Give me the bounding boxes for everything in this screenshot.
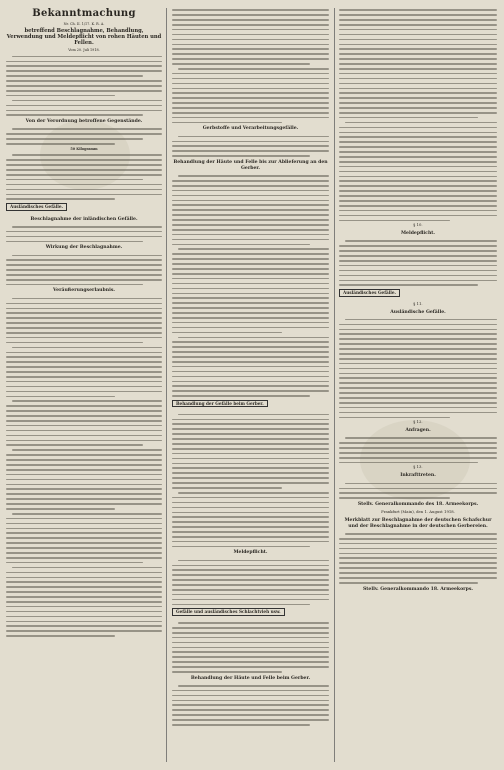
body-text [339, 319, 497, 418]
body-text [172, 175, 329, 397]
authority-line: Stellv. Generalkommando des 18. Armeekorps. [357, 501, 479, 507]
body-text [6, 226, 162, 242]
body-text [6, 56, 162, 116]
page-title: Bekanntmachung [32, 8, 136, 19]
body-text [6, 128, 162, 144]
section-heading: Inkrafttreten. [400, 473, 436, 479]
reference-number: Nr. Ch. II. 1/17. K. R. A. [63, 22, 105, 26]
boxed-heading: Ausländisches Gefälle. [6, 203, 67, 211]
body-text [172, 560, 329, 606]
boxed-heading: Behandlung der Gefälle beim Gerber. [172, 400, 268, 408]
date-place: Frankfurt (Main), den 1. August 1918. [381, 508, 455, 514]
body-text [339, 483, 497, 499]
section-heading: Veräußerungserlaubnis. [53, 288, 115, 294]
boxed-heading: Ausländisches Gefälle. [339, 289, 400, 297]
section-heading: Anfragen. [405, 428, 431, 434]
paragraph-number: § 11. [413, 300, 423, 306]
column-rule [166, 8, 167, 762]
body-text [172, 9, 329, 123]
section-heading: Gerbstoffe und Verarbeitungsgefälle. [202, 126, 299, 132]
paragraph-number: § 10. [413, 222, 423, 228]
paragraph-number: § 12. [413, 419, 423, 425]
section-heading: Von der Verordnung betroffene Gegenstände. [25, 118, 143, 124]
section-heading: Behandlung der Häute und Felle beim Gerber. [190, 675, 311, 681]
boxed-heading: Gefälle und ausländisches Schlachtvieh usw. [172, 608, 285, 616]
notice-heading: Merkblatt zur Beschlagnahme der deutschen Schafschur und der Beschlagnahme in der deutschen Gerbereien. [344, 517, 492, 529]
column-rule [334, 8, 335, 762]
body-text [172, 414, 329, 548]
section-heading: Beschlagnahme der inländischen Gefälle. [30, 216, 138, 222]
column-3 [339, 6, 497, 764]
body-text [339, 437, 497, 463]
section-heading: Ausländische Gefälle. [390, 309, 446, 315]
body-text [6, 255, 162, 286]
paragraph-number: § 13. [413, 464, 423, 470]
body-text [172, 622, 329, 673]
body-text [172, 136, 329, 157]
section-heading: Behandlung der Häute und Felle bis zur Ablieferung an den Gerber. [173, 159, 328, 171]
body-text [6, 298, 162, 637]
subtitle: betreffend Beschlagnahme, Behandlung, Verwendung und Meldepflicht von rohen Häuten und Fellen. [6, 27, 162, 47]
date-line: Vom 20. Juli 1918. [68, 47, 100, 52]
body-text [172, 685, 329, 726]
body-text [339, 533, 497, 584]
body-text [339, 240, 497, 286]
section-heading: Meldepflicht. [233, 550, 268, 556]
section-heading: Meldepflicht. [400, 231, 436, 237]
body-text [6, 154, 162, 200]
weight-label: 50 Kilogramm [70, 146, 98, 151]
body-text [339, 9, 497, 221]
signature: Stellv. Generalkommando 18. Armeekorps. [362, 586, 473, 592]
section-heading: Wirkung der Beschlagnahme. [45, 245, 123, 251]
column-2 [172, 6, 329, 764]
column-1 [6, 6, 162, 764]
